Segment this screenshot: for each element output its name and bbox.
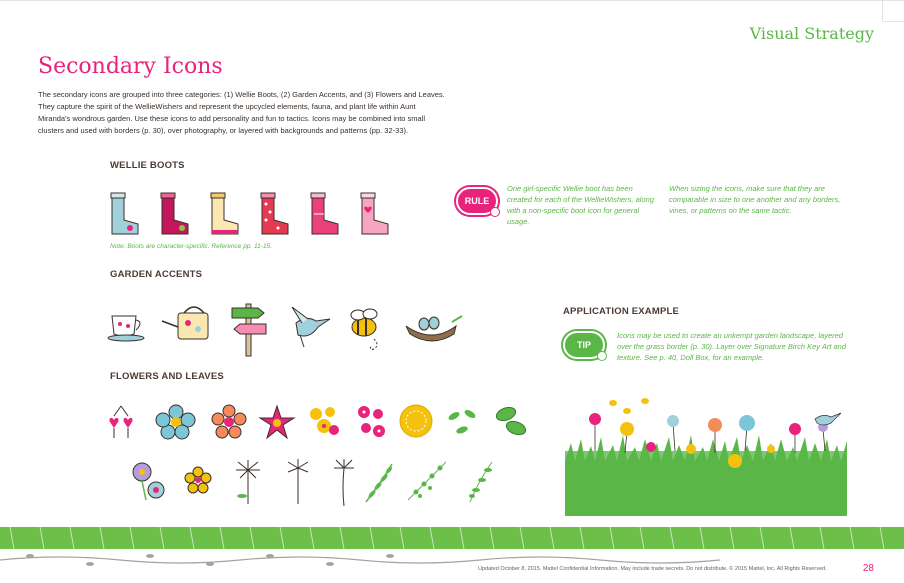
top-border xyxy=(0,0,904,10)
application-example-heading: APPLICATION EXAMPLE xyxy=(563,306,680,317)
large-leaves-icon xyxy=(494,404,530,438)
rule-text: One girl-specific Wellie boot has been created for each of the WellieWishers, along with a non-specific boot icon for general usage. xyxy=(507,184,654,226)
garden-accents-heading: GARDEN ACCENTS xyxy=(110,269,203,280)
section-title: Visual Strategy xyxy=(749,24,874,43)
tip-badge xyxy=(563,331,605,359)
blue-boot-icon xyxy=(106,190,142,238)
watering-can-icon xyxy=(160,303,218,343)
orange-flower-icon xyxy=(210,404,248,440)
purple-flowers-icon xyxy=(128,460,170,502)
footer-legal-text: Updated October 8, 2015. Mattel Confidential Information. May include trade secrets. Do not distribute. © 2015 Mattel, Inc. All Rights Reserved. xyxy=(478,566,827,572)
page-number: 28 xyxy=(862,563,874,574)
polka-dot-boot-icon xyxy=(256,190,292,238)
seed-head-icon xyxy=(284,458,312,506)
yellow-blossoms-icon xyxy=(306,404,342,440)
heart-boot-icon xyxy=(356,190,392,238)
dandelion-icon xyxy=(232,458,264,506)
magenta-flower-icon xyxy=(258,404,296,440)
hanging-hearts-icon xyxy=(106,404,136,444)
sparkle-icon xyxy=(597,351,607,361)
branch-sprig-icon xyxy=(462,458,500,504)
pink-boot-icon xyxy=(306,190,342,238)
garden-landscape-illustration xyxy=(565,391,847,516)
pink-blossoms-icon xyxy=(354,404,388,440)
fern-leaf-icon xyxy=(362,460,396,506)
boots-note: Note: Boots are character-specific. Reference pp. 11-15. xyxy=(110,243,272,250)
bird-nest-icon xyxy=(402,310,464,344)
yellow-flower-icon xyxy=(184,466,212,494)
corner-mark xyxy=(882,0,904,22)
teacup-icon xyxy=(106,310,150,344)
flowers-leaves-heading: FLOWERS AND LEAVES xyxy=(110,371,224,382)
tall-seed-head-icon xyxy=(330,458,358,508)
tip-badge-label: TIP xyxy=(576,340,591,350)
wellie-boots-heading: WELLIE BOOTS xyxy=(110,160,185,171)
yellow-ball-flower-icon xyxy=(398,403,434,439)
vine-sprig-icon xyxy=(404,458,450,504)
sparkle-icon xyxy=(490,207,500,217)
rule-badge-label: RULE xyxy=(464,196,490,206)
hummingbird-icon xyxy=(286,305,332,349)
blue-flower-icon xyxy=(154,404,198,440)
grass-border xyxy=(0,523,904,553)
rule-badge xyxy=(456,187,498,215)
intro-paragraph: The secondary icons are grouped into three categories: (1) Wellie Boots, (2) Garden Accents, and (3) Flowers and Leaves. They capture the spirit of the WellieWishers and represent the upcycled elements, fauna, and plant life within Aunt Miranda's wondrous garden. Use these icons to add personality and fun to tactics. Icons may be combined into small clusters and used with borders (p. 30), over photography, or layered with backgrounds and patterns (pp. 32-33). xyxy=(38,90,445,135)
small-leaves-icon xyxy=(446,408,482,438)
signpost-icon xyxy=(228,298,270,358)
magenta-boot-icon xyxy=(156,190,192,238)
tip-text: Icons may be used to create an unkempt garden landscape, layered over the grass border (p. 30). Layer over Signature Birch Key Art and texture. See p. 40, Doll Box, for an example. xyxy=(617,331,847,362)
bee-icon xyxy=(344,305,388,353)
cream-boot-icon xyxy=(206,190,242,238)
page-title: Secondary Icons xyxy=(38,54,223,79)
sizing-text: When sizing the icons, make sure that they are comparable in size to one another and any borders, vines, or patterns on the same tactic. xyxy=(669,184,841,215)
